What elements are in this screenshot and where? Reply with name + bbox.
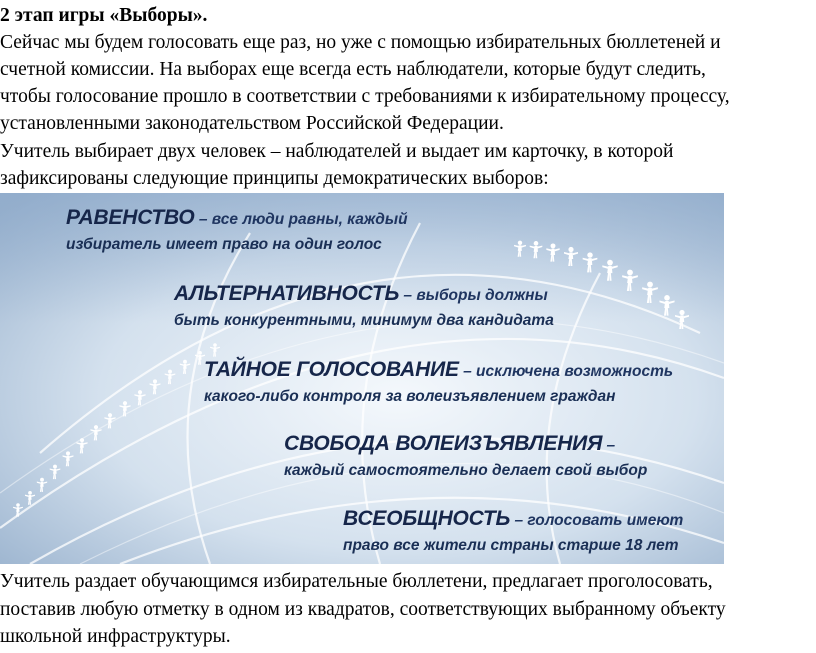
outro-line: Учитель раздает обучающимся избирательные бюллетени, предлагает проголосовать, [0, 571, 713, 592]
principle-alternativeness [174, 281, 554, 333]
principle-desc: – все люди равны, каждый [194, 211, 408, 228]
intro-line: Сейчас мы будем голосовать еще раз, но уже с помощью избирательных бюллетеней и [0, 32, 721, 53]
intro-line: Учитель выбирает двух человек – наблюдателей и выдает им карточку, в которой [0, 141, 674, 162]
principle-equality [66, 205, 408, 257]
principle-title: СВОБОДА ВОЛЕИЗЪЯВЛЕНИЯ [284, 432, 603, 455]
principles-infographic [0, 193, 724, 564]
page-heading: 2 этап игры «Выборы». [0, 5, 208, 26]
outro-line: поставив любую отметку в одном из квадратов, соответствующих выбранному объекту [0, 599, 726, 620]
outro-line: школьной инфраструктуры. [0, 626, 231, 647]
principle-desc: – исключена возможность [458, 363, 674, 380]
principle-title: ТАЙНОЕ ГОЛОСОВАНИЕ [204, 358, 459, 381]
principle-desc-line2: избиратель имеет право на один голос [66, 236, 382, 253]
principle-desc-line2: каждый самостоятельно делает свой выбор [284, 462, 648, 479]
principle-universality [343, 506, 683, 558]
principle-title: АЛЬТЕРНАТИВНОСТЬ [174, 282, 400, 305]
principle-desc-line2: право все жители страны старше 18 лет [343, 537, 679, 554]
principle-desc-line2: какого-либо контроля за волеизъявлением граждан [204, 388, 616, 405]
principle-desc-line2: быть конкурентными, минимум два кандидата [174, 312, 554, 329]
intro-line: зафиксированы следующие принципы демократических выборов: [0, 168, 549, 189]
principle-title: ВСЕОБЩНОСТЬ [343, 507, 511, 530]
intro-line: установленными законодательством Российской Федерации. [0, 113, 504, 134]
principle-desc: – голосовать имеют [510, 512, 684, 529]
principle-desc: – [602, 437, 616, 454]
principle-desc: – выборы должны [399, 287, 548, 304]
principle-title: РАВЕНСТВО [66, 206, 195, 229]
principle-free-will [284, 431, 647, 483]
intro-line: чтобы голосование прошло в соответствии с требованиями к избирательному процессу, [0, 86, 730, 107]
principle-secret-ballot [204, 357, 673, 409]
intro-line: счетной комиссии. На выборах еще всегда есть наблюдатели, которые будут следить, [0, 59, 706, 80]
